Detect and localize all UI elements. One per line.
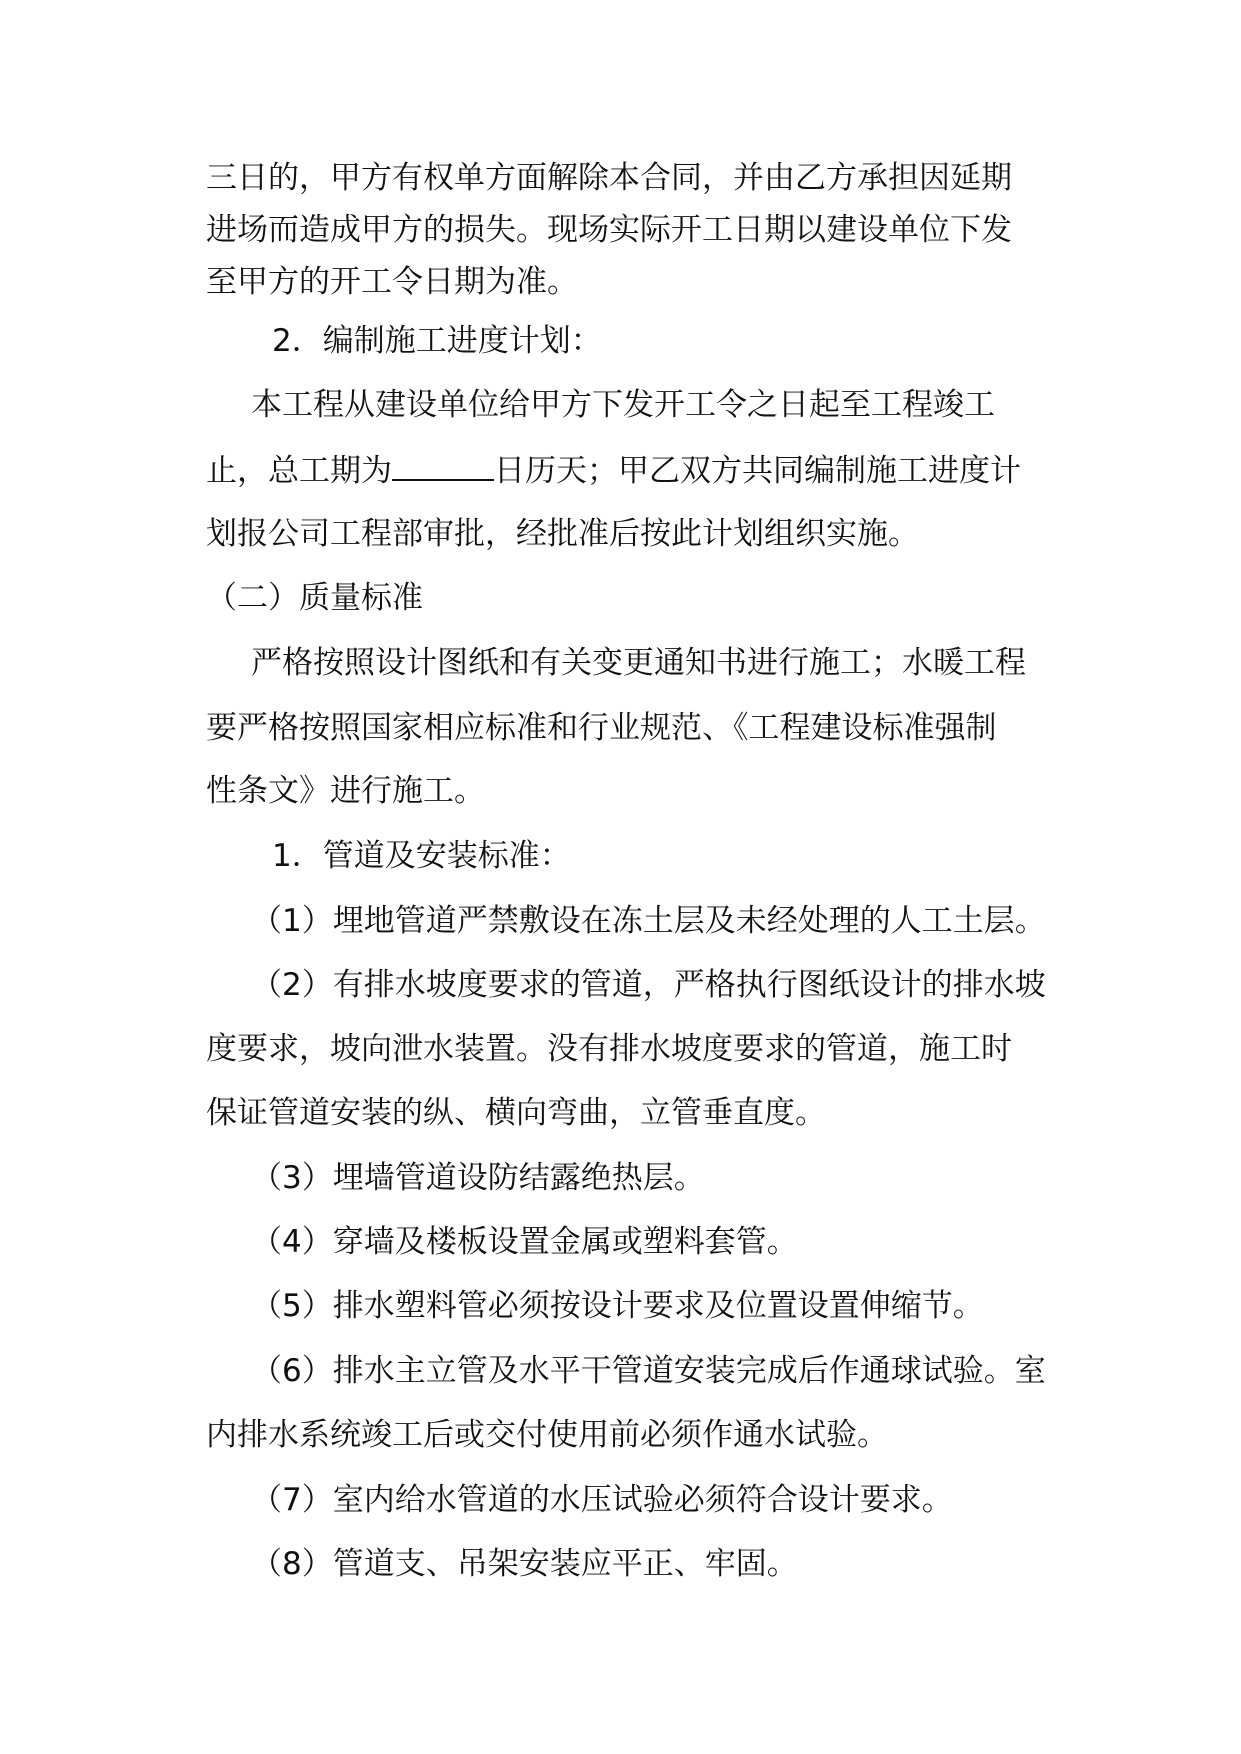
list-item: （7）室内给水管道的水压试验必须符合设计要求。 [251,1482,953,1518]
list-item: （3）埋墙管道设防结露绝热层。 [251,1160,705,1196]
section-heading: 1．管道及安装标准： [272,838,571,874]
list-item: （4）穿墙及楼板设置金属或塑料套管。 [251,1224,798,1260]
paragraph-line: 严格按照设计图纸和有关变更通知书进行施工；水暖工程 [251,645,1026,681]
section-heading: 2．编制施工进度计划： [272,323,602,359]
paragraph-line-with-blank [206,449,1021,491]
section-heading: （二）质量标准 [206,580,423,616]
text-before-blank: 止，总工期为 [206,453,392,489]
paragraph-line: 要严格按照国家相应标准和行业规范、《工程建设标准强制 [206,710,997,746]
list-item-continuation: 度要求，坡向泄水装置。没有排水坡度要求的管道，施工时 [206,1031,1012,1067]
paragraph-line: 至甲方的开工令日期为准。 [206,264,578,300]
paragraph-line: 三日的，甲方有权单方面解除本合同，并由乙方承担因延期 [206,160,1012,196]
paragraph-line: 进场而造成甲方的损失。现场实际开工日期以建设单位下发 [206,212,1012,248]
list-item: （5）排水塑料管必须按设计要求及位置设置伸缩节。 [251,1288,984,1324]
text-after-blank: 日历天；甲乙双方共同编制施工进度计 [494,453,1021,489]
paragraph-line: 本工程从建设单位给甲方下发开工令之日起至工程竣工 [251,387,995,423]
list-item: （6）排水主立管及水平干管道安装完成后作通球试验。室 [251,1353,1046,1389]
list-item: （2）有排水坡度要求的管道，严格执行图纸设计的排水坡 [251,967,1046,1003]
paragraph-line: 划报公司工程部审批，经批准后按此计划组织实施。 [206,516,919,552]
list-item-continuation: 内排水系统竣工后或交付使用前必须作通水试验。 [206,1417,888,1453]
fill-in-blank [392,449,494,481]
paragraph-line: 性条文》进行施工。 [206,773,485,809]
list-item: （1）埋地管道严禁敷设在冻土层及未经处理的人工土层。 [251,903,1046,939]
list-item-continuation: 保证管道安装的纵、横向弯曲，立管垂直度。 [206,1095,826,1131]
list-item: （8）管道支、吊架安装应平正、牢固。 [251,1546,798,1582]
